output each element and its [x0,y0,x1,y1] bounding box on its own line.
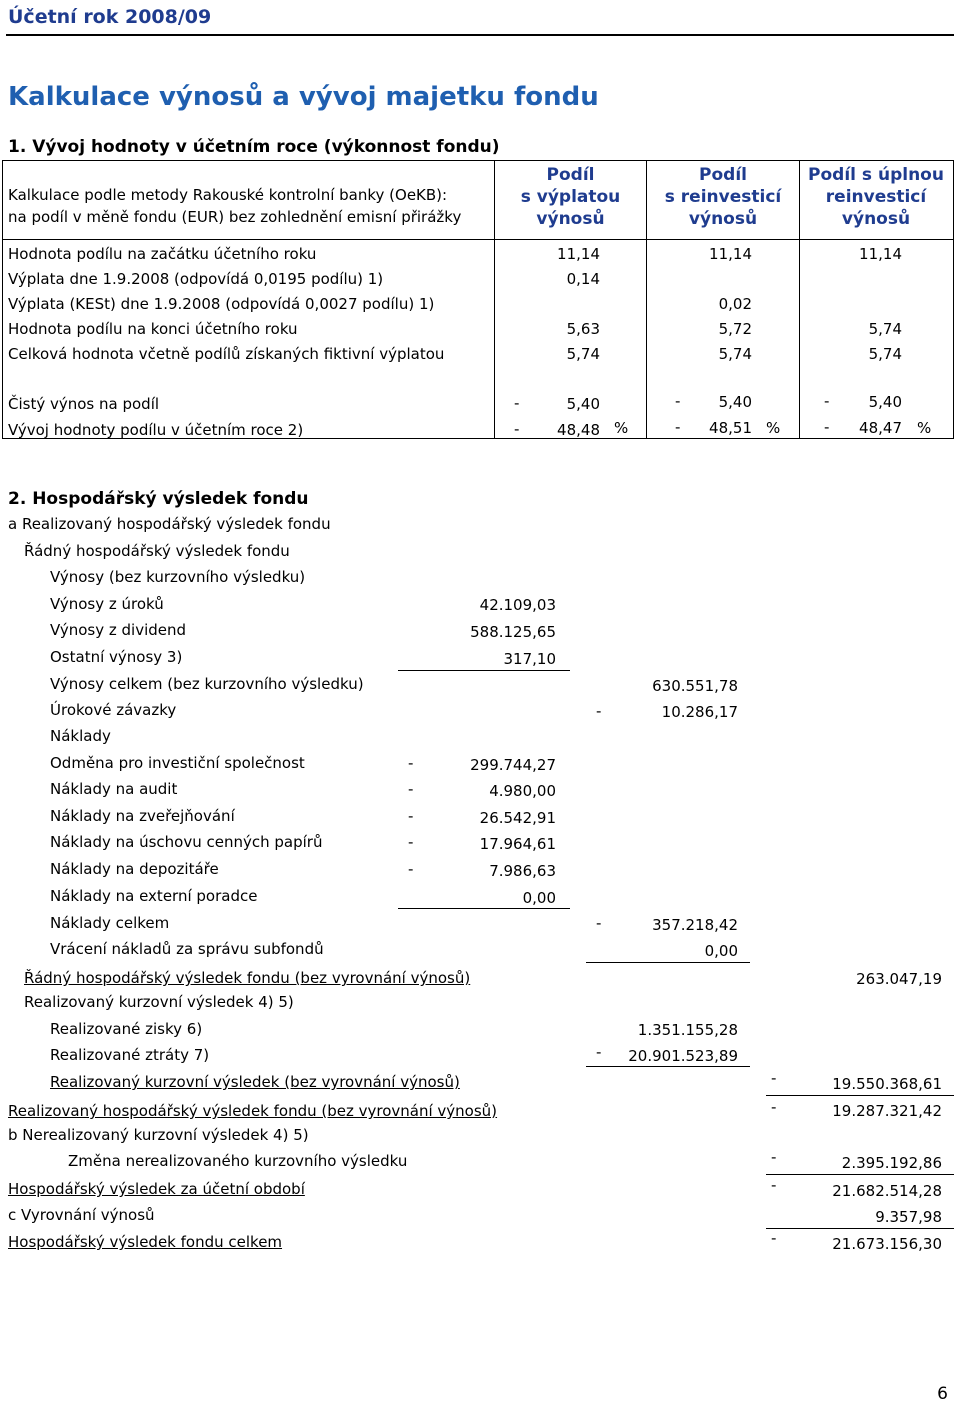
label-cost-refund: Vrácení nákladů za správu subfondů [50,940,324,958]
row-label-value-development: Vývoj hodnoty podílu v účetním roce 2) [8,421,304,439]
value-audit-costs: 4.980,00 [489,782,556,800]
label-income-total: Výnosy celkem (bez kurzovního výsledku) [50,675,364,693]
label-audit-costs: Náklady na audit [50,780,178,798]
label-advisor-costs: Náklady na externí poradce [50,887,258,905]
header-rule [6,34,954,36]
value-realized-gains: 1.351.155,28 [637,1021,738,1039]
value-total-full: 5,74 [868,345,902,363]
minus-sign: - [771,1098,777,1116]
label-unrealized-change: Změna nerealizovaného kurzovního výsledku [68,1152,408,1170]
value-end-full: 5,74 [868,320,902,338]
value-costs-total: 357.218,42 [652,916,738,934]
currency-description: na podíl v měně fondu (EUR) bez zohlednění emisní přirážky [8,208,462,226]
minus-sign: - [824,418,830,436]
net-return-payout: 5,40 [566,395,600,413]
label-depositary-costs: Náklady na depozitáře [50,860,219,878]
income-heading: Výnosy (bez kurzovního výsledku) [50,568,306,586]
row-label-end-value: Hodnota podílu na konci účetního roku [8,320,298,338]
label-publication-costs: Náklady na zveřejňování [50,807,235,825]
minus-sign: - [675,392,681,410]
costs-heading: Náklady [50,727,111,745]
value-realized-losses: 20.901.523,89 [628,1047,738,1065]
minus-sign: - [824,392,830,410]
value-publication-costs: 26.542,91 [479,809,556,827]
value-interest-income: 42.109,03 [479,596,556,614]
ordinary-result-heading: Řádný hospodářský výsledek fondu [24,542,290,560]
row-label-payout: Výplata dne 1.9.2008 (odpovídá 0,0195 podílu) 1) [8,270,384,288]
minus-sign: - [771,1069,777,1087]
minus-sign: - [408,807,414,825]
minus-sign: - [771,1148,777,1166]
label-costs-total: Náklady celkem [50,914,170,932]
method-description: Kalkulace podle metody Rakouské kontrolní banky (OeKB): [8,186,448,204]
minus-sign: - [596,1043,602,1061]
value-kest: 0,02 [718,295,752,313]
development-full: 48,47 [859,419,902,437]
value-total-reinvest: 5,74 [718,345,752,363]
label-fund-total: Hospodářský výsledek fondu celkem [8,1233,283,1251]
document-header-title: Účetní rok 2008/09 [8,6,212,28]
label-realized-losses: Realizované ztráty 7) [50,1046,210,1064]
value-equalization: 9.357,98 [875,1208,942,1226]
minus-sign: - [771,1229,777,1247]
label-other-income: Ostatní výnosy 3) [50,648,183,666]
realized-fx-heading: Realizovaný kurzovní výsledek 4) 5) [24,993,294,1011]
minus-sign: - [408,833,414,851]
minus-sign: - [408,754,414,772]
label-dividend-income: Výnosy z dividend [50,621,187,639]
minus-sign: - [514,394,520,412]
minus-sign: - [514,420,520,438]
value-period-result: 21.682.514,28 [832,1182,942,1200]
label-fx-result: Realizovaný kurzovní výsledek (bez vyrovnání výnosů) [50,1073,460,1091]
value-ordinary-result: 263.047,19 [856,970,942,988]
value-interest-liabilities: 10.286,17 [661,703,738,721]
label-custody-costs: Náklady na úschovu cenných papírů [50,833,323,851]
unrealized-heading: b Nerealizovaný kurzovní výsledek 4) 5) [8,1126,309,1144]
minus-sign: - [596,702,602,720]
section1-title: 1. Vývoj hodnoty v účetním roce (výkonnost fondu) [8,137,500,157]
col-header-payout: Podíl s výplatou výnosů [520,165,621,229]
value-custody-costs: 17.964,61 [479,835,556,853]
value-end-reinvest: 5,72 [718,320,752,338]
development-payout: 48,48 [557,421,600,439]
value-end-payout: 5,63 [566,320,600,338]
row-label-start-value: Hodnota podílu na začátku účetního roku [8,245,317,263]
label-equalization: c Vyrovnání výnosů [8,1206,155,1224]
minus-sign: - [771,1176,777,1194]
percent-sign: % [766,419,781,437]
value-payout: 0,14 [566,270,600,288]
row-label-kest: Výplata (KESt) dne 1.9.2008 (odpovídá 0,0027 podílu) 1) [8,295,435,313]
value-start-payout: 11,14 [557,245,600,263]
row-label-net-return: Čistý výnos na podíl [8,395,160,413]
value-depositary-costs: 7.986,63 [489,862,556,880]
label-realized-gains: Realizované zisky 6) [50,1020,203,1038]
value-start-full: 11,14 [859,245,902,263]
page-number: 6 [937,1384,948,1404]
value-start-reinvest: 11,14 [709,245,752,263]
minus-sign: - [596,914,602,932]
col-header-reinvest: Podíl s reinvesticí výnosů [664,165,782,229]
development-reinvest: 48,51 [709,419,752,437]
value-total-payout: 5,74 [566,345,600,363]
label-period-result: Hospodářský výsledek za účetní období [8,1180,305,1198]
net-return-reinvest: 5,40 [718,393,752,411]
row-label-total-value: Celková hodnota včetně podílů získaných fiktivní výplatou [8,345,445,363]
label-interest-liabilities: Úrokové závazky [50,701,177,719]
label-realized-total: Realizovaný hospodářský výsledek fondu (bez vyrovnání výnosů) [8,1102,498,1120]
value-income-total: 630.551,78 [652,677,738,695]
percent-sign: % [614,419,629,437]
section2-title: 2. Hospodářský výsledek fondu [8,489,309,509]
label-management-fee: Odměna pro investiční společnost [50,754,305,772]
minus-sign: - [675,418,681,436]
net-return-full: 5,40 [868,393,902,411]
minus-sign: - [408,780,414,798]
col-header-full-reinvest: Podíl s úplnou reinvesticí výnosů [808,165,944,229]
label-ordinary-result: Řádný hospodářský výsledek fondu (bez vyrovnání výnosů) [24,969,471,987]
page-title: Kalkulace výnosů a vývoj majetku fondu [8,82,599,112]
value-cost-refund: 0,00 [704,942,738,960]
value-dividend-income: 588.125,65 [470,623,556,641]
realized-result-heading: a Realizovaný hospodářský výsledek fondu [8,515,331,533]
value-realized-total: 19.287.321,42 [832,1102,942,1120]
value-fund-total: 21.673.156,30 [832,1235,942,1253]
label-interest-income: Výnosy z úroků [50,595,164,613]
percent-sign: % [917,419,932,437]
minus-sign: - [408,860,414,878]
value-advisor-costs: 0,00 [522,889,556,907]
value-management-fee: 299.744,27 [470,756,556,774]
value-unrealized-change: 2.395.192,86 [841,1154,942,1172]
value-other-income: 317,10 [503,650,556,668]
value-fx-result: 19.550.368,61 [832,1075,942,1093]
